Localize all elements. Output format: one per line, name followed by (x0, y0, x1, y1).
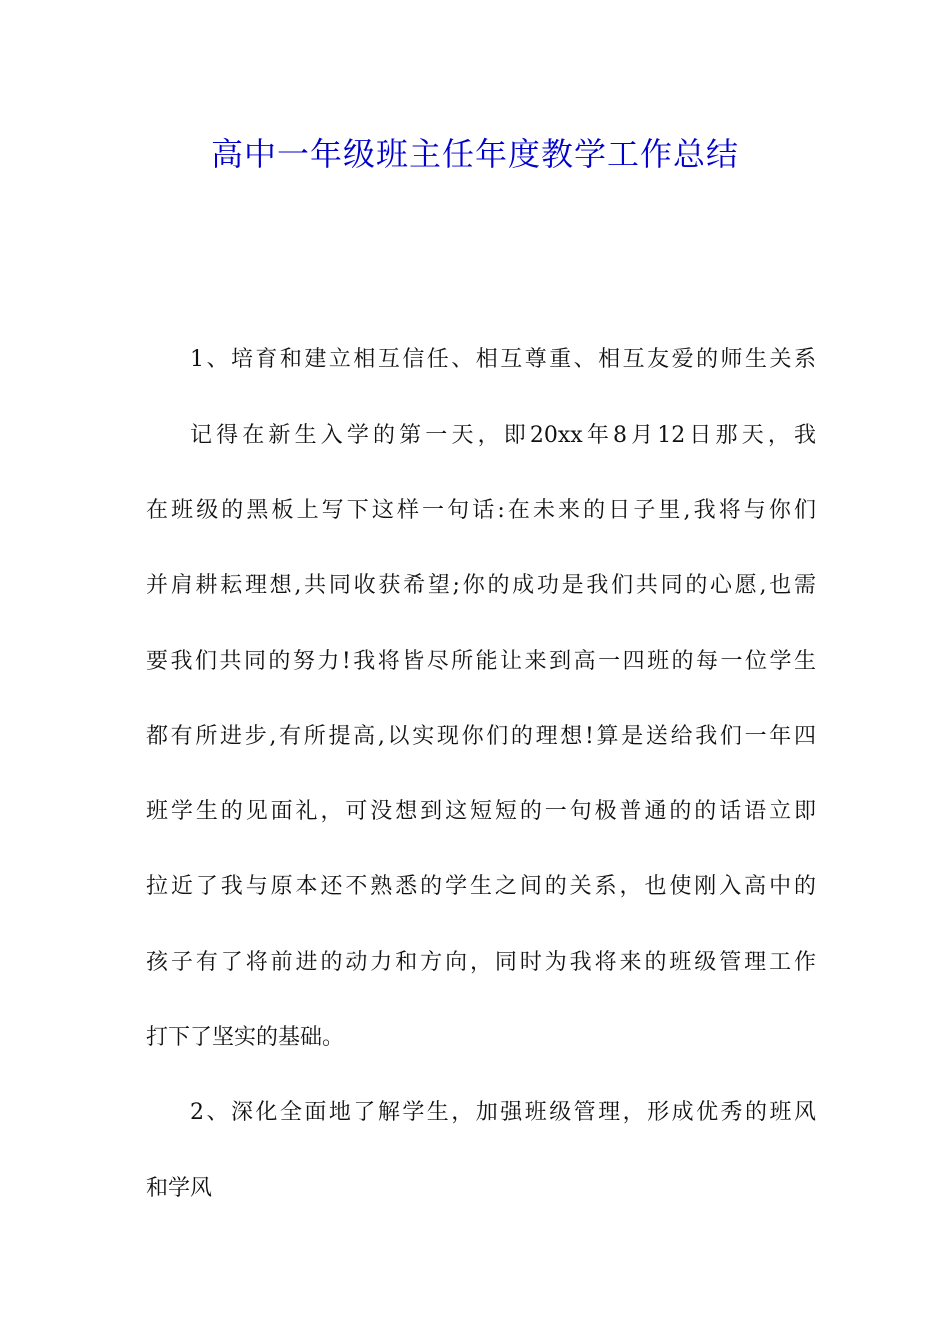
paragraph-line: 都有所进步,有所提高,以实现你们的理想!算是送给我们一年四 (146, 724, 816, 749)
section-heading-1: 1、培育和建立相互信任、相互尊重、相互友爱的师生关系 (190, 347, 816, 372)
paragraph-line: 班学生的见面礼，可没想到这短短的一句极普通的的话语立即 (146, 799, 816, 824)
section-heading-2-continued: 和学风 (146, 1176, 213, 1201)
paragraph-line: 孩子有了将前进的动力和方向，同时为我将来的班级管理工作 (146, 950, 816, 975)
paragraph-line: 打下了坚实的基础。 (146, 1025, 345, 1050)
section-heading-2: 2、深化全面地了解学生，加强班级管理，形成优秀的班风 (190, 1100, 816, 1125)
paragraph-line: 拉近了我与原本还不熟悉的学生之间的关系，也使刚入高中的 (146, 874, 816, 899)
paragraph-line: 并肩耕耘理想,共同收获希望;你的成功是我们共同的心愿,也需 (146, 573, 816, 598)
paragraph-line: 记得在新生入学的第一天，即20xx年8月12日那天，我 (190, 423, 816, 448)
paragraph-line: 在班级的黑板上写下这样一句话:在未来的日子里,我将与你们 (146, 498, 816, 523)
paragraph-line: 要我们共同的努力!我将皆尽所能让来到高一四班的每一位学生 (146, 649, 816, 674)
document-title: 高中一年级班主任年度教学工作总结 (210, 135, 739, 173)
